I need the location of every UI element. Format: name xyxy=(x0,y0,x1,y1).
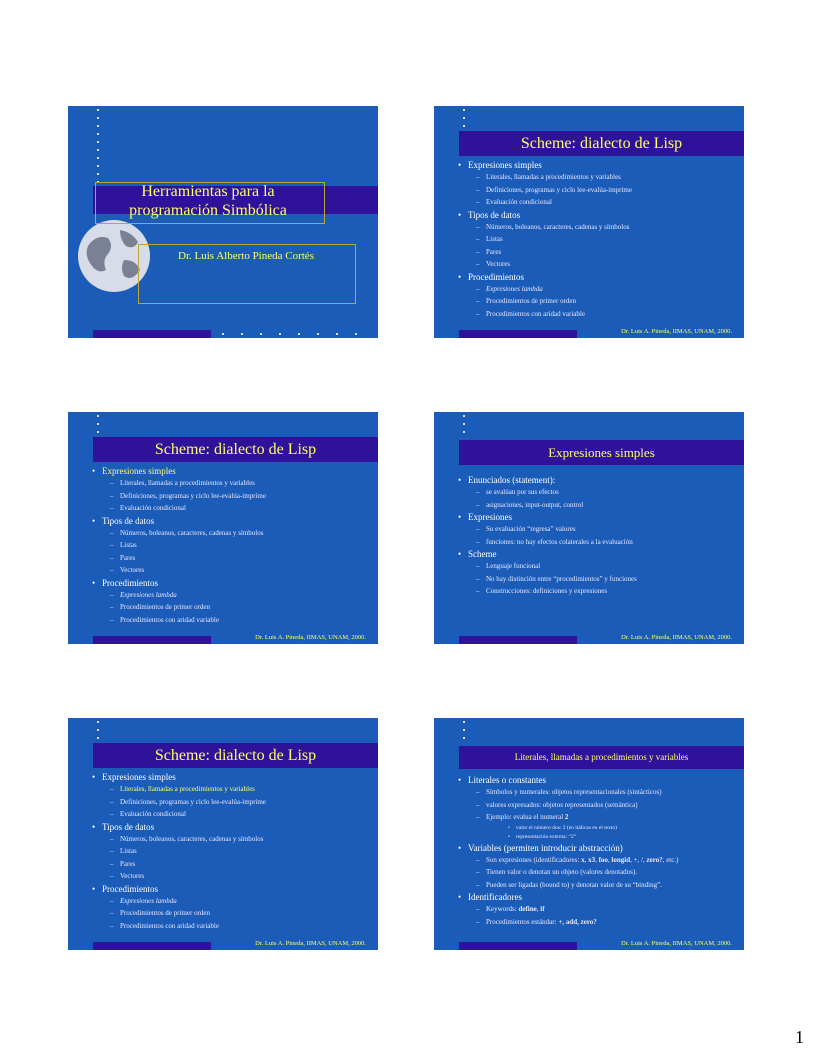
sub-bullet: – Procedimientos de primer orden xyxy=(102,601,374,614)
sub-bullet: – Evaluación condicional xyxy=(468,196,740,209)
sub-bullet: – Keywords: define, if xyxy=(468,903,740,916)
sub-bullet: – Expresiones lambda xyxy=(102,589,374,602)
slide-1 xyxy=(68,106,378,338)
sub-bullet: – Literales, llamadas a procedimientos y variables xyxy=(102,783,374,796)
sub-bullet: – Vectores xyxy=(468,258,740,271)
sub-bullet: – Listas xyxy=(102,539,374,552)
bullet-procedimientos: • Procedimientos – Expresiones lambda – Procedimientos de primer orden – Procedimientos con aridad variable xyxy=(92,577,374,627)
sub-bullet: – Vectores xyxy=(102,870,374,883)
sub-bullet: – Expresiones lambda xyxy=(102,895,374,908)
bullet-expresiones: • Expresiones simples – Literales, llamadas a procedimientos y variables – Definiciones, programas y ciclo lee-evalúa-imprime – Evaluación condicional xyxy=(458,159,740,209)
sub-bullet: – Son expresiones (identificadores: x, x3, foo, longid, +, /, zero?, etc.) xyxy=(468,854,740,867)
bullet-variables: • Variables (permiten introducir abstracción) – Son expresiones (identificadores: x, x3, foo, longid, +, /, zero?, etc.) – Tienen valor o denotan un objeto (valores denotados). – Pueden ser ligadas (bound to) y denotan valor de su “binding”. xyxy=(458,842,740,892)
title-banner xyxy=(459,440,744,465)
bullet-tipos: • Tipos de datos – Números, boleanos, caracteres, cadenas y símbolos – Listas – Pares – Vectores xyxy=(92,515,374,577)
decorative-dots xyxy=(463,415,467,439)
sub-bullet: – Tienen valor o denotan un objeto (valores denotados). xyxy=(468,866,740,879)
slide-footer: Dr. Luis A. Pineda, IIMAS, UNAM, 2000. xyxy=(621,634,732,641)
footer-bar xyxy=(93,330,211,338)
slide-footer: Dr. Luis A. Pineda, IIMAS, UNAM, 2000. xyxy=(255,940,366,947)
sub-bullet: – Procedimientos con aridad variable xyxy=(102,920,374,933)
bullet-expresiones: • Expresiones – Su evaluación “regresa” valores – funciones: no hay efectos colaterales a la evaluación xyxy=(458,511,740,548)
footer-bar xyxy=(459,942,577,950)
bullet-enunciados: • Enunciados (statement): – se avalúan por sus efectos – asignaciones, input-output, control xyxy=(458,474,740,511)
sub-sub-bullet: • representación externa: “2” xyxy=(486,833,740,842)
slide-footer: Dr. Luis A. Pineda, IIMAS, UNAM, 2000. xyxy=(621,328,732,335)
slide-3 xyxy=(68,412,378,644)
sub-bullet: – Construcciones: definiciones y expresiones xyxy=(468,585,740,598)
sub-bullet: – Expresiones lambda xyxy=(468,283,740,296)
bullet-literales: • Literales o constantes – Símbolos y numerales: objetos representacionales (sintácticos) – valores expresados: objetos representados (semántica) – Ejemplo: evalua el numeral 2 • valor el número dos: 2 (en itálicas en el texto) • representación externa: “2” xyxy=(458,774,740,842)
decorative-dots xyxy=(97,109,101,189)
sub-bullet: – asignaciones, input-output, control xyxy=(468,499,740,512)
bullet-procedimientos: • Procedimientos – Expresiones lambda – Procedimientos de primer orden – Procedimientos con aridad variable xyxy=(92,883,374,933)
sub-bullet: – Lenguaje funcional xyxy=(468,560,740,573)
bullet-list xyxy=(458,474,740,598)
bullet-list xyxy=(458,159,740,320)
sub-bullet: – Definiciones, programas y ciclo lee-evalúa-imprime xyxy=(468,184,740,197)
sub-bullet: – Pares xyxy=(102,858,374,871)
sub-bullet: – Procedimientos con aridad variable xyxy=(102,614,374,627)
slide-footer: Dr. Luis A. Pineda, IIMAS, UNAM, 2000. xyxy=(621,940,732,947)
page-number: 1 xyxy=(795,1027,804,1047)
sub-bullet: – Ejemplo: evalua el numeral 2 • valor el número dos: 2 (en itálicas en el texto) • representación externa: “2” xyxy=(468,811,740,842)
slide-4 xyxy=(434,412,744,644)
bullet-procedimientos: • Procedimientos – Expresiones lambda – Procedimientos de primer orden – Procedimientos con aridad variable xyxy=(458,271,740,321)
sub-bullet: – Pueden ser ligadas (bound to) y denotan valor de su “binding”. xyxy=(468,879,740,892)
sub-bullet: – No hay distinción entre “procedimientos” y funciones xyxy=(468,573,740,586)
title-banner xyxy=(93,743,378,768)
sub-bullet: – Definiciones, programas y ciclo lee-evalúa-imprime xyxy=(102,490,374,503)
slide-title: Scheme: dialecto de Lisp xyxy=(154,441,317,458)
sub-bullet: – Procedimientos estándar: +, add, zero? xyxy=(468,916,740,929)
title-banner xyxy=(93,437,378,462)
sub-bullet: – Literales, llamadas a procedimientos y variables xyxy=(102,477,374,490)
bullet-tipos: • Tipos de datos – Números, boleanos, caracteres, cadenas y símbolos – Listas – Pares – Vectores xyxy=(458,209,740,271)
sub-bullet: – Literales, llamadas a procedimientos y variables xyxy=(468,171,740,184)
decorative-dots xyxy=(97,415,101,439)
bullet-list xyxy=(458,774,740,928)
sub-bullet: – Listas xyxy=(468,233,740,246)
bullet-scheme: • Scheme – Lenguaje funcional – No hay distinción entre “procedimientos” y funciones – Construcciones: definiciones y expresiones xyxy=(458,548,740,598)
sub-bullet: – Procedimientos de primer orden xyxy=(468,295,740,308)
title-banner xyxy=(459,131,744,156)
sub-bullet: – Números, boleanos, caracteres, cadenas y símbolos xyxy=(102,833,374,846)
sub-bullet: – Procedimientos de primer orden xyxy=(102,907,374,920)
bullet-list xyxy=(92,465,374,626)
decorative-dots xyxy=(463,721,467,745)
sub-bullet: – Números, boleanos, caracteres, cadenas y símbolos xyxy=(102,527,374,540)
bullet-expresiones: • Expresiones simples – Literales, llamadas a procedimientos y variables – Definiciones, programas y ciclo lee-evalúa-imprime – Evaluación condicional xyxy=(92,771,374,821)
sub-bullet: – Definiciones, programas y ciclo lee-evalúa-imprime xyxy=(102,796,374,809)
decorative-dots xyxy=(463,109,467,133)
decorative-dots-bottom xyxy=(222,333,357,335)
sub-bullet: – Evaluación condicional xyxy=(102,502,374,515)
slide-title: Literales, llamadas a procedimientos y variables xyxy=(514,752,689,762)
sub-bullet: – funciones: no hay efectos colaterales a la evaluación xyxy=(468,536,740,549)
title-banner xyxy=(459,746,744,769)
slide-title: Scheme: dialecto de Lisp xyxy=(520,135,683,152)
slide-title: Expresiones simples xyxy=(548,445,655,460)
sub-bullet: – valores expresados: objetos representados (semántica) xyxy=(468,799,740,812)
sub-bullet: – Procedimientos con aridad variable xyxy=(468,308,740,321)
slide-title: Herramientas para la programación Simbólica xyxy=(129,183,287,219)
sub-bullet: – Evaluación condicional xyxy=(102,808,374,821)
sub-bullet: – Pares xyxy=(102,552,374,565)
author-name: Dr. Luis Alberto Pineda Cortés xyxy=(178,250,314,262)
sub-sub-bullet: • valor el número dos: 2 (en itálicas en el texto) xyxy=(486,824,740,833)
slide-2 xyxy=(434,106,744,338)
sub-bullet: – Símbolos y numerales: objetos representacionales (sintácticos) xyxy=(468,786,740,799)
slide-5 xyxy=(68,718,378,950)
sub-bullet: – Números, boleanos, caracteres, cadenas y símbolos xyxy=(468,221,740,234)
decorative-dots xyxy=(97,721,101,745)
sub-bullet: – se avalúan por sus efectos xyxy=(468,486,740,499)
footer-bar xyxy=(93,942,211,950)
slide-title: Scheme: dialecto de Lisp xyxy=(154,747,317,764)
sub-bullet: – Listas xyxy=(102,845,374,858)
sub-bullet: – Pares xyxy=(468,246,740,259)
bullet-identificadores: • Identificadores – Keywords: define, if – Procedimientos estándar: +, add, zero? xyxy=(458,891,740,928)
sub-bullet: – Vectores xyxy=(102,564,374,577)
bullet-list xyxy=(92,771,374,932)
bullet-tipos: • Tipos de datos – Números, boleanos, caracteres, cadenas y símbolos – Listas – Pares – Vectores xyxy=(92,821,374,883)
bullet-expresiones: • Expresiones simples – Literales, llamadas a procedimientos y variables – Definiciones, programas y ciclo lee-evalúa-imprime – Evaluación condicional xyxy=(92,465,374,515)
sub-bullet: – Su evaluación “regresa” valores xyxy=(468,523,740,536)
footer-bar xyxy=(459,330,577,338)
footer-bar xyxy=(93,636,211,644)
slide-6 xyxy=(434,718,744,950)
footer-bar xyxy=(459,636,577,644)
slide-footer: Dr. Luis A. Pineda, IIMAS, UNAM, 2000. xyxy=(255,634,366,641)
